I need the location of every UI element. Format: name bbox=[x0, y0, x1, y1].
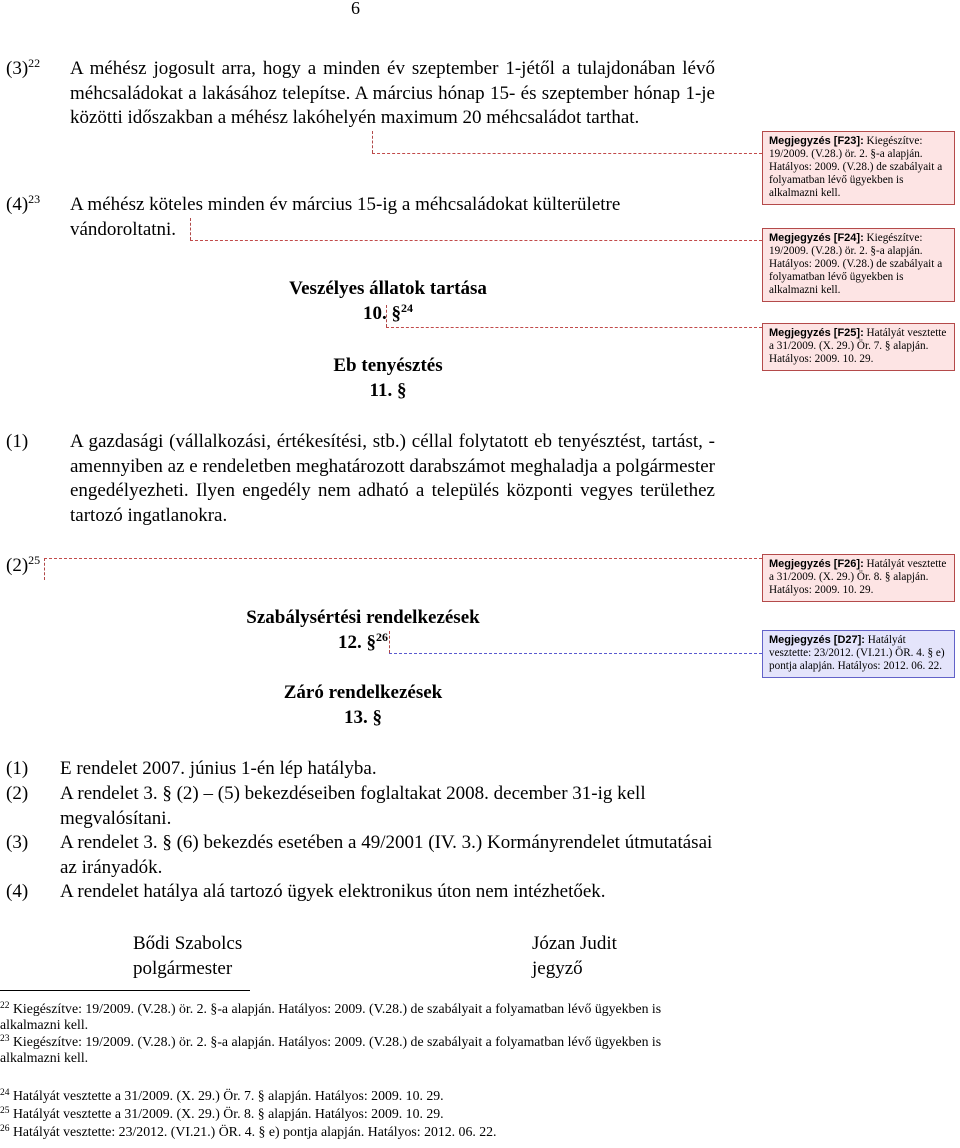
comment-leader bbox=[389, 653, 762, 654]
list-item-text: A rendelet 3. § (6) bekezdés esetében a 49/2001 (IV. 3.) Kormányrendelet útmutatásai az irányadók. bbox=[60, 832, 713, 878]
comment-box[interactable] bbox=[762, 228, 955, 302]
footnote-number: 23 bbox=[0, 1034, 10, 1044]
section-title: Szabálysértési rendelkezések bbox=[246, 607, 480, 628]
section-number: 10. §$^{24}$ bbox=[363, 301, 413, 324]
comment-text: Kiegészítve: 19/2009. (V.28.) ör. 2. §-a alapján. Hatályos: 2009. (V.28.) de szabályait a folyamatban lévő ügyekben is alkalmazni kell. bbox=[769, 135, 943, 199]
list-item-text: E rendelet 2007. június 1-én lép hatályba. bbox=[60, 758, 377, 779]
footnote-text: Kiegészítve: 19/2009. (V.28.) ör. 2. §-a alapján. Hatályos: 2009. (V.28.) de szabályait a folyamatban lévő ügyekben is alkalmazni kell. bbox=[0, 1034, 662, 1066]
comment-leader bbox=[386, 327, 762, 328]
section-number: 12. §$^{26}$ bbox=[338, 630, 388, 653]
comment-box[interactable] bbox=[762, 323, 955, 371]
paragraph-number: $(2)^{25}$ bbox=[6, 553, 41, 576]
footnote-ref[interactable]: 22 bbox=[28, 56, 41, 70]
comment-text: Hatályát vesztette a 31/2009. (X. 29.) Ör. 8. § alapján. Hatályos: 2009. 10. 29. bbox=[769, 558, 947, 596]
list-item-number: (2) bbox=[6, 783, 29, 804]
paragraph-text: A méhész jogosult arra, hogy a minden év szeptember 1-jétől a tulajdonában lévő méhcsaládokat a lakásához telepítse. A március hónap 15- és szeptember hónap 1-je közötti időszakban a méhész lakóhelyén maximum 20 méhcsaládot tarthat. bbox=[70, 58, 715, 128]
signature-name: Józan Judit bbox=[532, 933, 617, 954]
signature-block bbox=[133, 932, 242, 981]
comment-box[interactable] bbox=[762, 131, 955, 205]
footnote bbox=[0, 1124, 700, 1140]
comment-anchor bbox=[44, 558, 45, 580]
paragraph-number: $(3)^{22}$ bbox=[6, 56, 41, 79]
comment-anchor bbox=[372, 131, 373, 153]
signature-name: Bődi Szabolcs bbox=[133, 933, 243, 954]
signature-title: jegyző bbox=[532, 957, 583, 979]
section-number: 11. § bbox=[369, 380, 407, 401]
comment-leader bbox=[44, 558, 762, 559]
comment-label: Megjegyzés [F25]: bbox=[769, 327, 864, 339]
footnote-text: Hatályát vesztette a 31/2009. (X. 29.) Ör. 7. § alapján. Hatályos: 2009. 10. 29. bbox=[12, 1088, 444, 1103]
comment-text: Hatályát vesztette: 23/2012. (VI.21.) ÖR. 4. § e) pontja alapján. Hatályos: 2012. 06. 22. bbox=[769, 634, 945, 672]
section-number: 13. § bbox=[344, 707, 382, 728]
paragraph-text: A méhész köteles minden év március 15-ig a méhcsaládokat külterületre vándoroltatni. bbox=[70, 194, 621, 240]
comment-anchor bbox=[190, 218, 191, 240]
section-title: Eb tenyésztés bbox=[333, 355, 443, 376]
list-item-text: A rendelet 3. § (2) – (5) bekezdéseiben foglaltakat 2008. december 31-ig kell megvalósítani. bbox=[60, 783, 646, 829]
comment-label: Megjegyzés [F23]: bbox=[769, 135, 864, 147]
comment-anchor bbox=[389, 631, 390, 653]
footnote-ref[interactable]: 25 bbox=[28, 553, 41, 567]
list-item-number: (3) bbox=[6, 832, 29, 853]
section-title: Veszélyes állatok tartása bbox=[289, 278, 487, 299]
footnote bbox=[0, 1034, 700, 1066]
footnote-text: Hatályát vesztette a 31/2009. (X. 29.) Ör. 8. § alapján. Hatályos: 2009. 10. 29. bbox=[12, 1106, 444, 1121]
footnote-text: Hatályát vesztette: 23/2012. (VI.21.) ÖR. 4. § e) pontja alapján. Hatályos: 2012. 06. 22. bbox=[12, 1124, 497, 1139]
signature-block bbox=[532, 932, 617, 981]
footnote-number: 22 bbox=[0, 1001, 10, 1011]
paragraph-number: (1) bbox=[6, 431, 29, 452]
footnote-number: 25 bbox=[0, 1106, 10, 1116]
footnote-ref[interactable]: 23 bbox=[28, 192, 41, 206]
footnote bbox=[0, 1001, 700, 1033]
paragraph-number: $(4)^{23}$ bbox=[6, 192, 41, 215]
comment-label: Megjegyzés [F26]: bbox=[769, 558, 864, 570]
list-item-number: (4) bbox=[6, 881, 29, 902]
footnote bbox=[0, 1088, 700, 1104]
footnote-text: Kiegészítve: 19/2009. (V.28.) ör. 2. §-a alapján. Hatályos: 2009. (V.28.) de szabályait a folyamatban lévő ügyekben is alkalmazni kell. bbox=[0, 1001, 662, 1033]
comment-box[interactable] bbox=[762, 630, 955, 678]
section-title: Záró rendelkezések bbox=[283, 682, 443, 703]
comment-anchor bbox=[386, 305, 387, 327]
footnote bbox=[0, 1106, 700, 1122]
comment-label: Megjegyzés [D27]: bbox=[769, 634, 865, 646]
comment-leader bbox=[190, 240, 762, 241]
footnote-ref[interactable]: 24 bbox=[401, 301, 413, 315]
comment-text: Kiegészítve: 19/2009. (V.28.) ör. 2. §-a alapján. Hatályos: 2009. (V.28.) de szabályait a folyamatban lévő ügyekben is alkalmazni kell. bbox=[769, 232, 943, 296]
paragraph-text: A gazdasági (vállalkozási, értékesítési, stb.) céllal folytatott eb tenyésztést, tartást, - amennyiben az e rendeletben meghatározott darabszámot meghaladja a polgármester engedélyezheti. Ilyen engedély nem adható a település központi vegyes területhez tartozó ingatlanokra. bbox=[70, 431, 715, 526]
page-number: 6 bbox=[351, 0, 360, 18]
footnote-separator bbox=[0, 990, 250, 991]
comment-leader bbox=[372, 153, 762, 154]
comment-text: Hatályát vesztette a 31/2009. (X. 29.) Ör. 7. § alapján. Hatályos: 2009. 10. 29. bbox=[769, 327, 947, 365]
list-item-text: A rendelet hatálya alá tartozó ügyek elektronikus úton nem intézhetőek. bbox=[60, 881, 606, 902]
signature-title: polgármester bbox=[133, 957, 233, 979]
list-item-number: (1) bbox=[6, 758, 29, 779]
footnote-ref[interactable]: 26 bbox=[376, 630, 388, 644]
comment-label: Megjegyzés [F24]: bbox=[769, 232, 864, 244]
comment-box[interactable] bbox=[762, 554, 955, 602]
footnote-number: 26 bbox=[0, 1124, 10, 1134]
footnote-number: 24 bbox=[0, 1088, 10, 1098]
